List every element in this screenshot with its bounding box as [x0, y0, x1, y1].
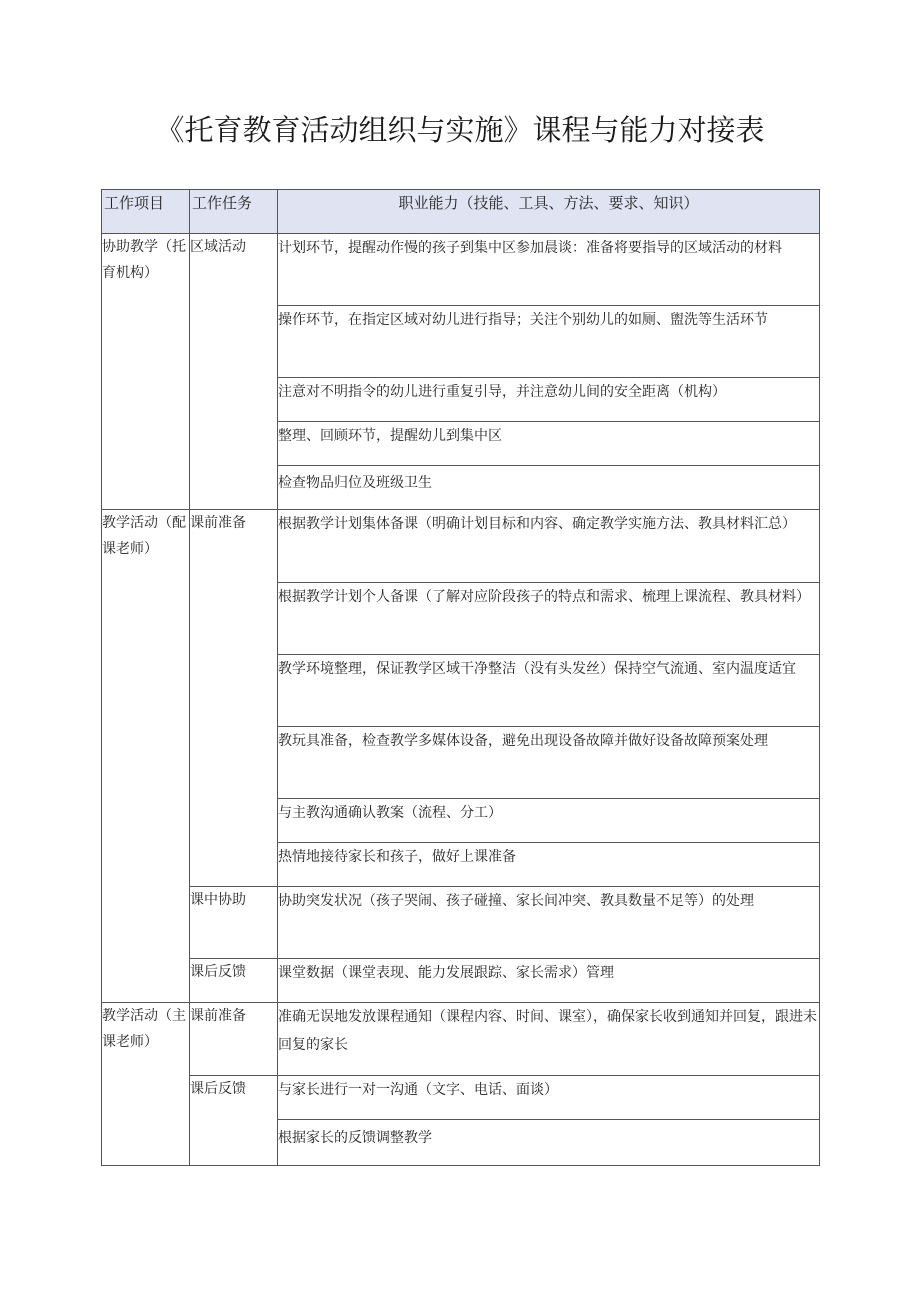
- task-cell: 课后反馈: [190, 1076, 278, 1166]
- header-project: 工作项目: [102, 190, 190, 234]
- table-row: [102, 234, 820, 306]
- ability-cell: 根据家长的反馈调整教学: [278, 1120, 820, 1166]
- task-cell: 课中协助: [190, 887, 278, 959]
- ability-cell: 根据教学计划个人备课（了解对应阶段孩子的特点和需求、梳理上课流程、教具材料）: [278, 583, 820, 655]
- ability-cell: 计划环节，提醒动作慢的孩子到集中区参加晨谈：准备将要指导的区域活动的材料: [278, 234, 820, 306]
- project-cell: 教学活动（主课老师）: [102, 1003, 190, 1166]
- table-header-row: [102, 190, 820, 234]
- task-cell: 区域活动: [190, 234, 278, 510]
- table-row: [102, 1076, 820, 1120]
- header-ability: 职业能力（技能、工具、方法、要求、知识）: [278, 190, 820, 234]
- table-row: [102, 887, 820, 959]
- ability-cell: 检查物品归位及班级卫生: [278, 466, 820, 510]
- ability-cell: 注意对不明指令的幼儿进行重复引导，并注意幼儿间的安全距离（机构）: [278, 378, 820, 422]
- ability-cell: 根据教学计划集体备课（明确计划目标和内容、确定教学实施方法、教具材料汇总）: [278, 510, 820, 583]
- course-ability-table: [101, 189, 820, 1166]
- ability-cell: 课堂数据（课堂表现、能力发展跟踪、家长需求）管理: [278, 959, 820, 1003]
- table-row: [102, 510, 820, 583]
- ability-cell: 教玩具准备，检查教学多媒体设备，避免出现设备故障并做好设备故障预案处理: [278, 727, 820, 799]
- table-row: [102, 959, 820, 1003]
- project-cell: 协助教学（托育机构）: [102, 234, 190, 510]
- ability-cell: 准确无误地发放课程通知（课程内容、时间、课室），确保家长收到通知并回复，跟进未回复的家长: [278, 1003, 820, 1076]
- page-title: 《托育教育活动组织与实施》课程与能力对接表: [155, 113, 765, 147]
- ability-cell: 整理、回顾环节，提醒幼儿到集中区: [278, 422, 820, 466]
- project-cell: 教学活动（配课老师）: [102, 510, 190, 1003]
- ability-cell: 热情地接待家长和孩子，做好上课准备: [278, 843, 820, 887]
- ability-cell: 协助突发状况（孩子哭闹、孩子碰撞、家长间冲突、教具数量不足等）的处理: [278, 887, 820, 959]
- header-task: 工作任务: [190, 190, 278, 234]
- task-cell: 课前准备: [190, 1003, 278, 1076]
- ability-cell: 与家长进行一对一沟通（文字、电话、面谈）: [278, 1076, 820, 1120]
- ability-cell: 与主教沟通确认教案（流程、分工）: [278, 799, 820, 843]
- table-row: [102, 1003, 820, 1076]
- task-cell: 课前准备: [190, 510, 278, 887]
- ability-cell: 操作环节，在指定区域对幼儿进行指导；关注个别幼儿的如厕、盥洗等生活环节: [278, 306, 820, 378]
- ability-cell: 教学环境整理，保证教学区域干净整洁（没有头发丝）保持空气流通、室内温度适宜: [278, 655, 820, 727]
- task-cell: 课后反馈: [190, 959, 278, 1003]
